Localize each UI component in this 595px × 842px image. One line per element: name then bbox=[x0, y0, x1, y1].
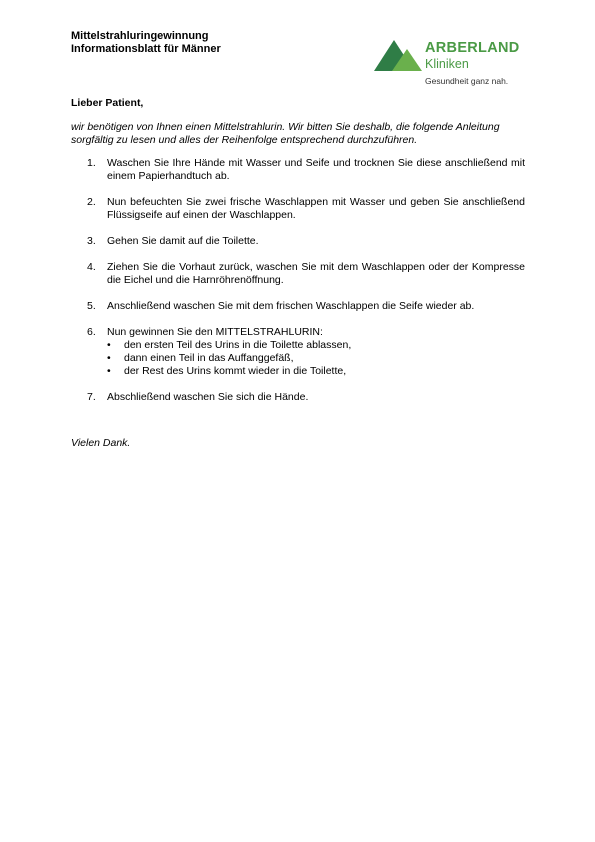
step-item bbox=[71, 261, 525, 287]
bullet-text: der Rest des Urins kommt wieder in die Toilette, bbox=[124, 365, 347, 377]
step-number: 3. bbox=[87, 235, 96, 247]
logo-subtitle: Kliniken bbox=[425, 57, 469, 71]
step-text: Gehen Sie damit auf die Toilette. bbox=[107, 235, 259, 247]
step-text: Nun gewinnen Sie den MITTELSTRAHLURIN: bbox=[107, 326, 323, 338]
bullet-icon: • bbox=[107, 339, 111, 351]
bullet-item bbox=[107, 365, 525, 378]
bullet-icon: • bbox=[107, 365, 111, 377]
title-line-1: Mittelstrahluringewinnung bbox=[71, 30, 209, 42]
bullet-item bbox=[107, 352, 525, 365]
step-text: Ziehen Sie die Vorhaut zurück, waschen Sie mit dem Waschlappen oder der Kompresse die Eichel und die Harnröhrenöffnung. bbox=[107, 261, 525, 286]
bullet-text: den ersten Teil des Urins in die Toilette ablassen, bbox=[124, 339, 352, 351]
intro-paragraph: wir benötigen von Ihnen einen Mittelstrahlurin. Wir bitten Sie deshalb, die folgende Anleitung sorgfältig zu lesen und alles der Reihenfolge entsprechend durchzuführen. bbox=[71, 121, 500, 146]
step-item bbox=[71, 196, 525, 222]
step-item bbox=[71, 157, 525, 183]
step-item bbox=[71, 391, 525, 404]
step-number: 6. bbox=[87, 326, 96, 338]
bullet-item bbox=[107, 339, 525, 352]
closing-text: Vielen Dank. bbox=[71, 437, 131, 449]
step-number: 5. bbox=[87, 300, 96, 312]
greeting: Lieber Patient, bbox=[71, 97, 144, 109]
step-number: 4. bbox=[87, 261, 96, 273]
step-item bbox=[71, 300, 525, 313]
step-number: 2. bbox=[87, 196, 96, 208]
step-number: 7. bbox=[87, 391, 96, 403]
logo-slogan: Gesundheit ganz nah. bbox=[425, 76, 509, 86]
bullet-icon: • bbox=[107, 352, 111, 364]
arberland-logo bbox=[374, 37, 524, 89]
instruction-list bbox=[71, 157, 525, 417]
logo-name: ARBERLAND bbox=[425, 40, 520, 56]
bullet-list bbox=[107, 339, 525, 378]
mountain-logo-icon bbox=[374, 38, 422, 72]
step-item bbox=[71, 326, 525, 378]
bullet-text: dann einen Teil in das Auffanggefäß, bbox=[124, 352, 294, 364]
step-text: Waschen Sie Ihre Hände mit Wasser und Seife und trocknen Sie diese anschließend mit einem Papierhandtuch ab. bbox=[107, 157, 525, 182]
title-line-2: Informationsblatt für Männer bbox=[71, 43, 221, 55]
step-text: Abschließend waschen Sie sich die Hände. bbox=[107, 391, 309, 403]
step-text: Anschließend waschen Sie mit dem frischen Waschlappen die Seife wieder ab. bbox=[107, 300, 475, 312]
step-text: Nun befeuchten Sie zwei frische Waschlappen mit Wasser und geben Sie anschließend Flüssigseife auf einen der Waschlappen. bbox=[107, 196, 525, 221]
document-title bbox=[71, 30, 221, 56]
step-number: 1. bbox=[87, 157, 96, 169]
step-item bbox=[71, 235, 525, 248]
